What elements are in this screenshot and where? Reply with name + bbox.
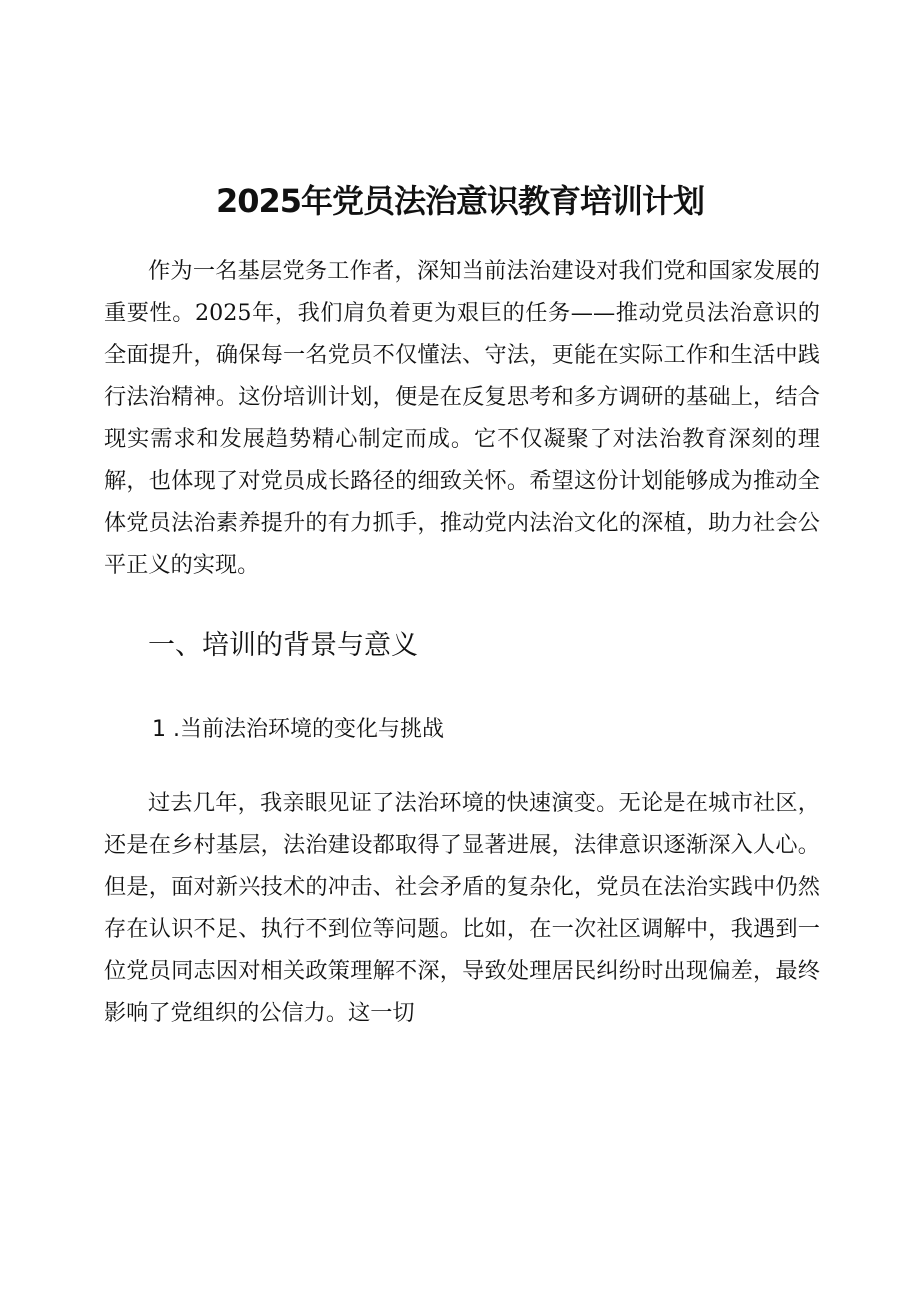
subsection-paragraph: 过去几年，我亲眼见证了法治环境的快速演变。无论是在城市社区，还是在乡村基层，法治建设都取得了显著进展，法律意识逐渐深入人心。但是，面对新兴技术的冲击、社会矛盾的复杂化，党员在法治实践中仍然存在认识不足、执行不到位等问题。比如，在一次社区调解中，我遇到一位党员同志因对相关政策理解不深，导致处理居民纠纷时出现偏差，最终影响了党组织的公信力。这一切 [104,790,820,1026]
intro-paragraph: 作为一名基层党务工作者，深知当前法治建设对我们党和国家发展的重要性。2025年，我们肩负着更为艰巨的任务——推动党员法治意识的全面提升，确保每一名党员不仅懂法、守法，更能在实际工作和生活中践行法治精神。这份培训计划，便是在反复思考和多方调研的基础上，结合现实需求和发展趋势精心制定而成。它不仅凝聚了对法治教育深刻的理解，也体现了对党员成长路径的细致关怀。希望这份计划能够成为推动全体党员法治素养提升的有力抓手，推动党内法治文化的深植，助力社会公平正义的实现。 [104,258,820,578]
subsection-heading: 1 .当前法治环境的变化与挑战 [152,717,444,742]
document-title: 2025年党员法治意识教育培训计划 [215,182,705,220]
section-heading: 一、培训的背景与意义 [148,630,418,661]
